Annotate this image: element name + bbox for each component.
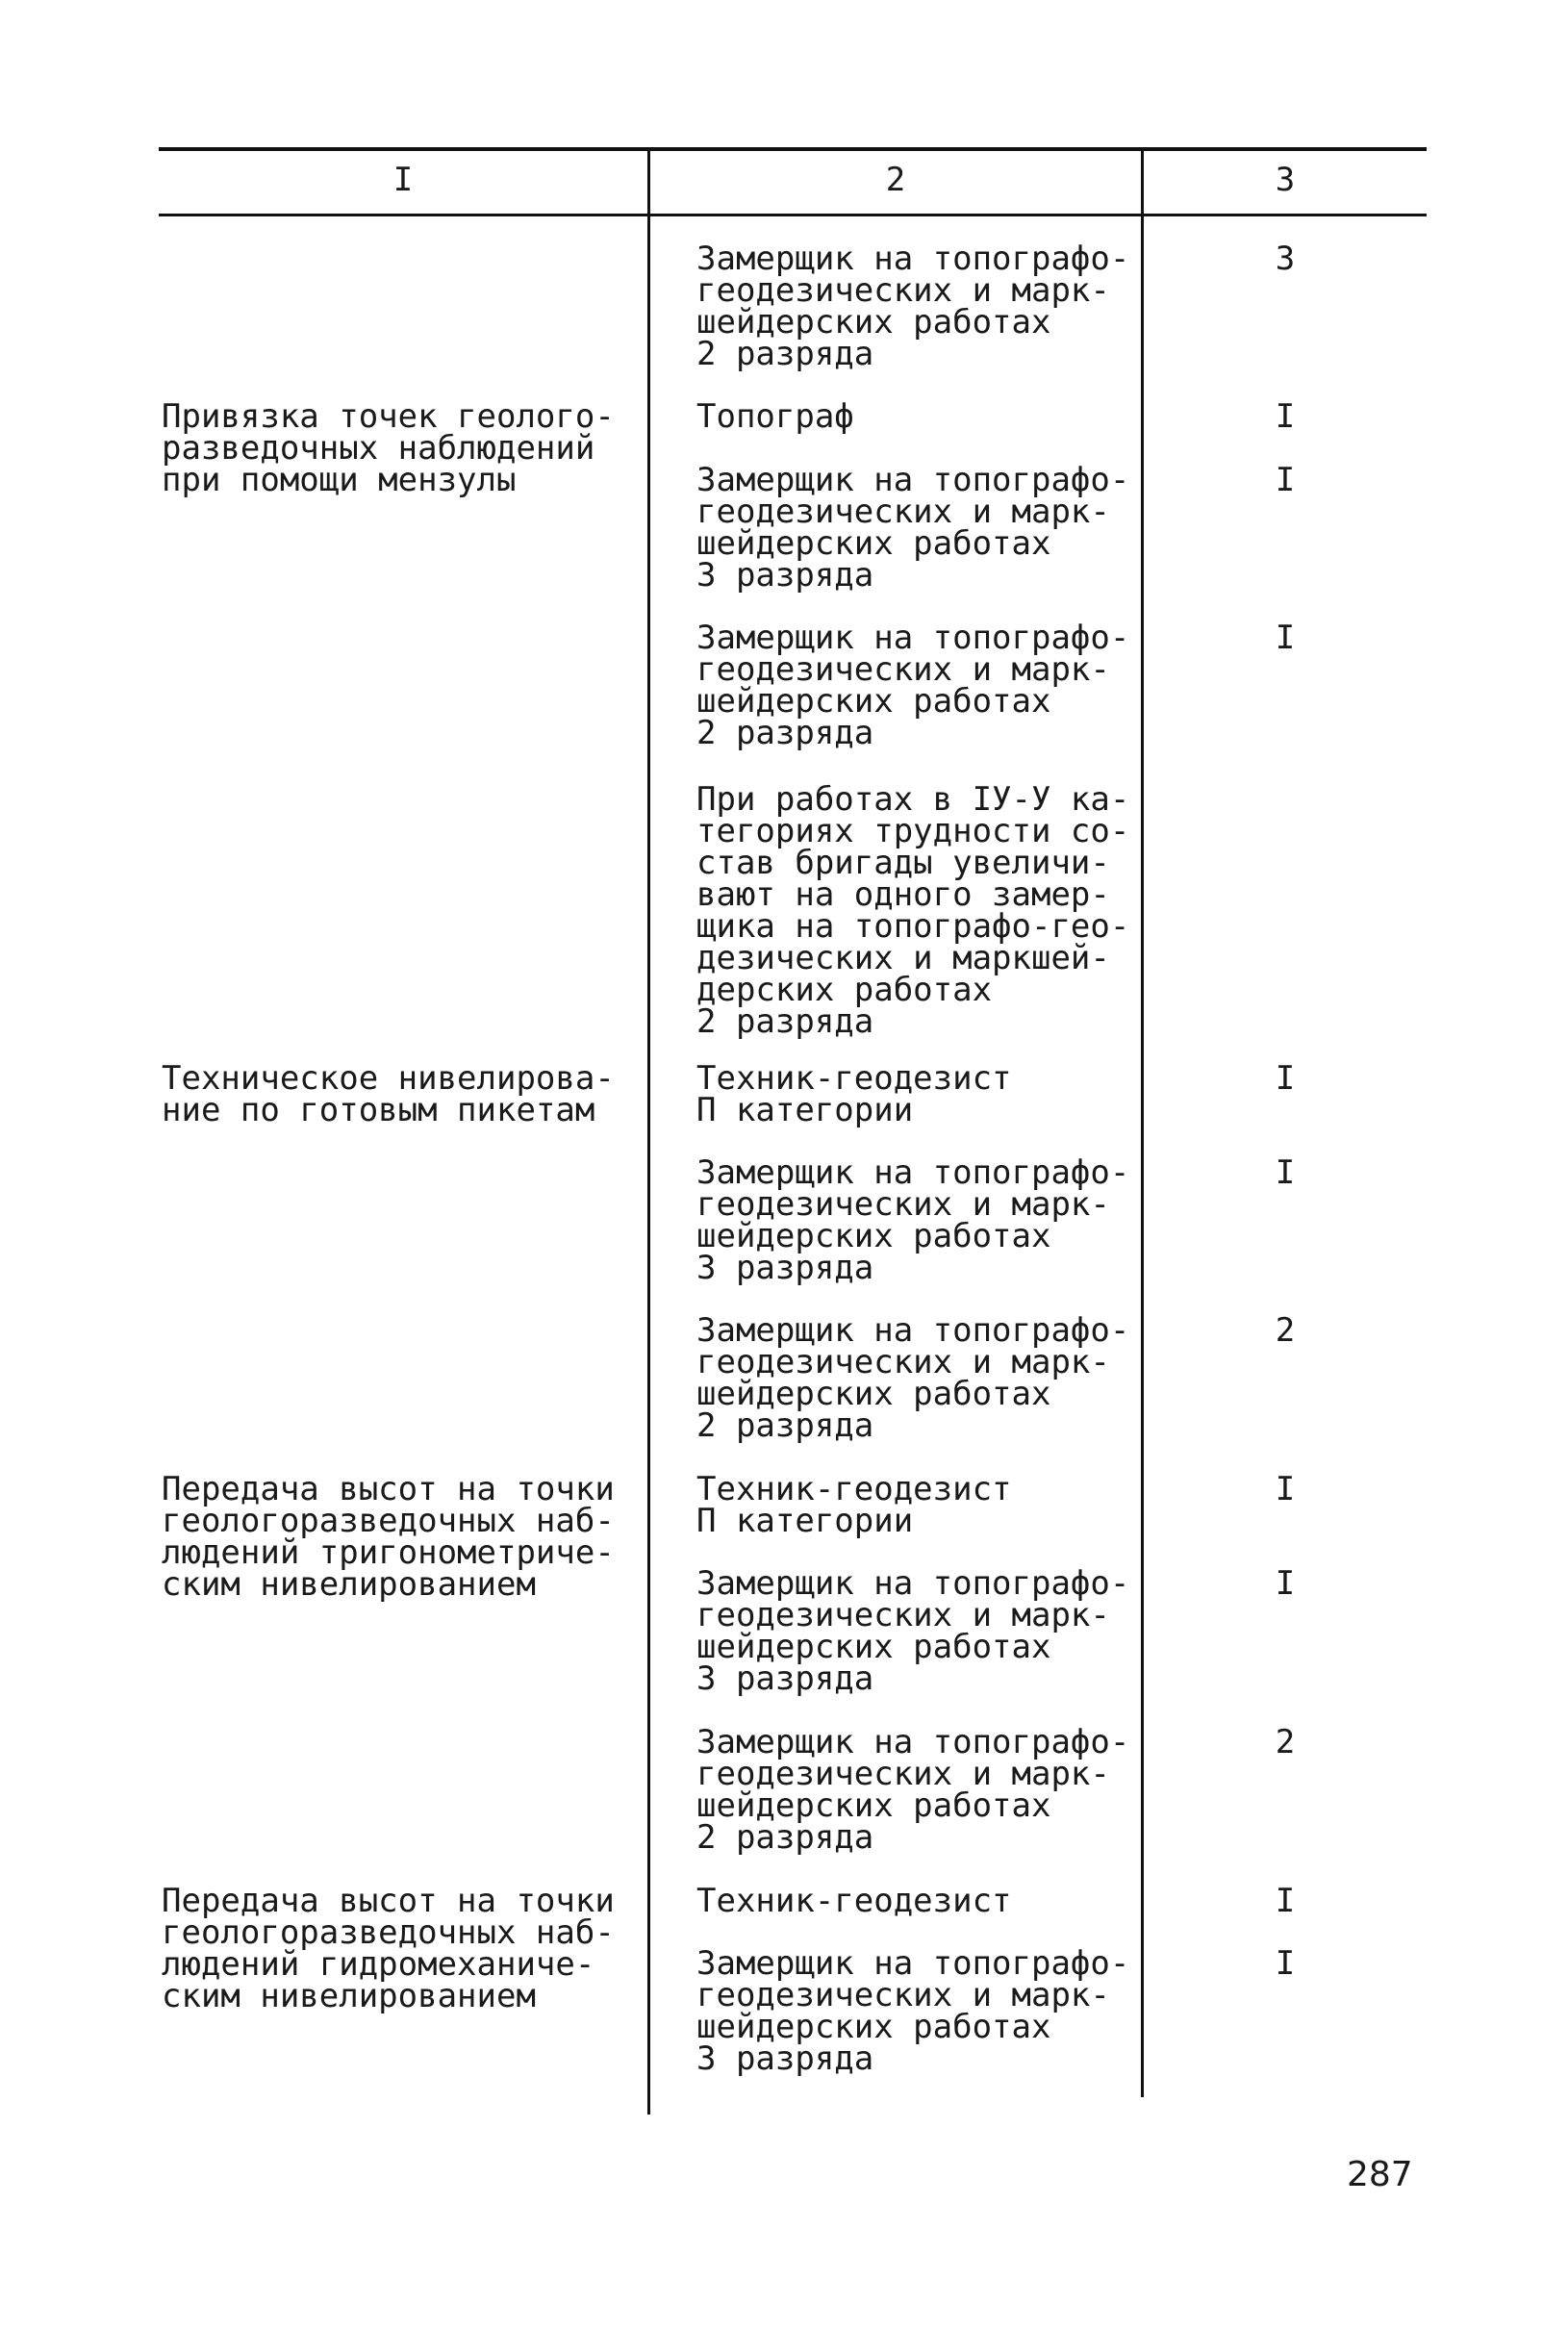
operation-cell: Привязка точек геолого- разведочных наблюдений при помощи мензулы [162, 397, 615, 499]
position-cell: Замерщик на топографо- геодезических и марк- шейдерских работах 2 разряда [696, 1723, 1130, 1857]
count-cell: I [1275, 619, 1296, 657]
position-cell: Замерщик на топографо- геодезических и марк- шейдерских работах 2 разряда [696, 240, 1130, 373]
column-header-3: 3 [1275, 161, 1296, 199]
position-cell: Техник-геодезист П категории [696, 1059, 1012, 1129]
count-cell: I [1275, 461, 1296, 499]
position-cell: Замерщик на топографо- геодезических и марк- шейдерских работах 3 разряда [696, 461, 1130, 595]
operation-cell: Передача высот на точки геологоразведочных наб- людений тригонометриче- ским нивелированием [162, 1470, 615, 1604]
count-cell: I [1275, 1882, 1296, 1920]
count-cell: I [1275, 1944, 1296, 1983]
position-cell: Замерщик на топографо- геодезических и марк- шейдерских работах 2 разряда [696, 619, 1130, 752]
column-header-1: I [392, 161, 414, 199]
position-cell: Замерщик на топографо- геодезических и марк- шейдерских работах 3 разряда [696, 1944, 1130, 2078]
count-cell: I [1275, 1153, 1296, 1192]
count-cell: I [1275, 1470, 1296, 1508]
count-cell: I [1275, 1564, 1296, 1603]
operation-cell: Техническое нивелирова- ние по готовым пикетам [162, 1059, 615, 1129]
column-divider-1 [647, 147, 650, 2115]
count-cell: I [1275, 1059, 1296, 1098]
position-cell: Замерщик на топографо- геодезических и марк- шейдерских работах 2 разряда [696, 1311, 1130, 1445]
count-cell: 2 [1275, 1723, 1296, 1761]
page-number: 287 [1347, 2155, 1413, 2194]
position-cell: Замерщик на топографо- геодезических и марк- шейдерских работах 3 разряда [696, 1153, 1130, 1287]
position-cell: Техник-геодезист П категории [696, 1470, 1012, 1540]
table-top-rule [159, 147, 1427, 151]
count-cell: I [1275, 397, 1296, 436]
operation-cell: Передача высот на точки геологоразведочных наб- людений гидромеханиче- ским нивелированием [162, 1882, 615, 2015]
column-divider-2 [1141, 147, 1144, 2097]
position-cell: Топограф [696, 397, 854, 436]
column-header-2: 2 [885, 161, 906, 199]
position-cell: Техник-геодезист [696, 1882, 1012, 1920]
count-cell: 2 [1275, 1311, 1296, 1350]
count-cell: 3 [1275, 240, 1296, 278]
position-cell: Замерщик на топографо- геодезических и марк- шейдерских работах 3 разряда [696, 1564, 1130, 1698]
position-cell: При работах в IУ-У ка- тегориях трудности со- став бригады увеличи- вают на одного замер- щика на топографо-гео- дезических и маркшей- дерских работах 2 разряда [696, 780, 1130, 1041]
header-bottom-rule [159, 214, 1427, 216]
